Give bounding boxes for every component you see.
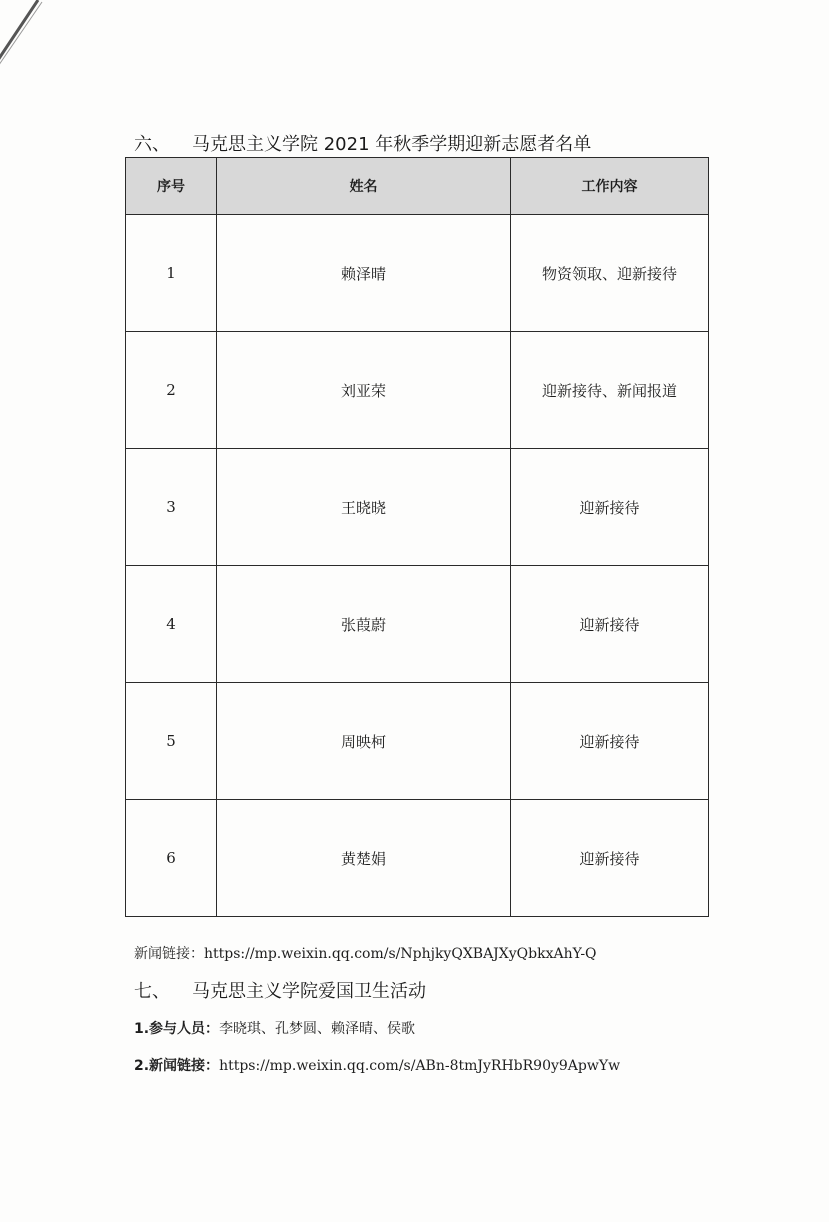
table-row <box>126 332 709 449</box>
table-row <box>126 683 709 800</box>
cell-index: 1 <box>126 215 217 332</box>
cell-work: 迎新接待、新闻报道 <box>511 332 709 449</box>
cell-name: 王晓晓 <box>217 449 511 566</box>
cell-index: 3 <box>126 449 217 566</box>
table-row <box>126 800 709 917</box>
section-7-number: 七、 <box>134 981 170 1002</box>
volunteer-table <box>125 157 709 917</box>
participants-names: 李晓琪、孔梦圆、赖泽晴、侯歌 <box>219 1021 416 1037</box>
table-row <box>126 566 709 683</box>
news-link-2-label: 2.新闻链接： <box>134 1058 220 1074</box>
cell-index: 6 <box>126 800 217 917</box>
section-7-title: 马克思主义学院爱国卫生活动 <box>192 981 426 1002</box>
news-link-1-label: 新闻链接： <box>134 946 204 962</box>
section-7-heading <box>134 977 426 1003</box>
section-6-heading <box>134 130 591 156</box>
cell-name: 刘亚荣 <box>217 332 511 449</box>
news-link-1-url[interactable]: https://mp.weixin.qq.com/s/NphjkyQXBAJXyQbkxAhY-Q <box>204 946 597 962</box>
table-row <box>126 449 709 566</box>
section-6-number: 六、 <box>134 134 170 155</box>
cell-work: 物资领取、迎新接待 <box>511 215 709 332</box>
participants-line <box>134 1018 415 1038</box>
header-work: 工作内容 <box>511 158 709 215</box>
table-header-row <box>126 158 709 215</box>
cell-work: 迎新接待 <box>511 566 709 683</box>
cell-index: 2 <box>126 332 217 449</box>
cell-work: 迎新接待 <box>511 683 709 800</box>
scan-corner-mark <box>0 0 60 80</box>
news-link-2 <box>134 1055 620 1075</box>
header-name: 姓名 <box>217 158 511 215</box>
participants-label: 1.参与人员： <box>134 1021 220 1037</box>
cell-name: 赖泽晴 <box>217 215 511 332</box>
cell-work: 迎新接待 <box>511 449 709 566</box>
table-row <box>126 215 709 332</box>
cell-work: 迎新接待 <box>511 800 709 917</box>
cell-index: 4 <box>126 566 217 683</box>
news-link-2-url[interactable]: https://mp.weixin.qq.com/s/ABn-8tmJyRHbR90y9ApwYw <box>219 1058 621 1074</box>
news-link-1 <box>134 943 597 963</box>
section-6-title: 马克思主义学院 2021 年秋季学期迎新志愿者名单 <box>192 134 592 155</box>
cell-name: 张葭蔚 <box>217 566 511 683</box>
cell-name: 黄楚娟 <box>217 800 511 917</box>
header-index: 序号 <box>126 158 217 215</box>
cell-index: 5 <box>126 683 217 800</box>
cell-name: 周映柯 <box>217 683 511 800</box>
